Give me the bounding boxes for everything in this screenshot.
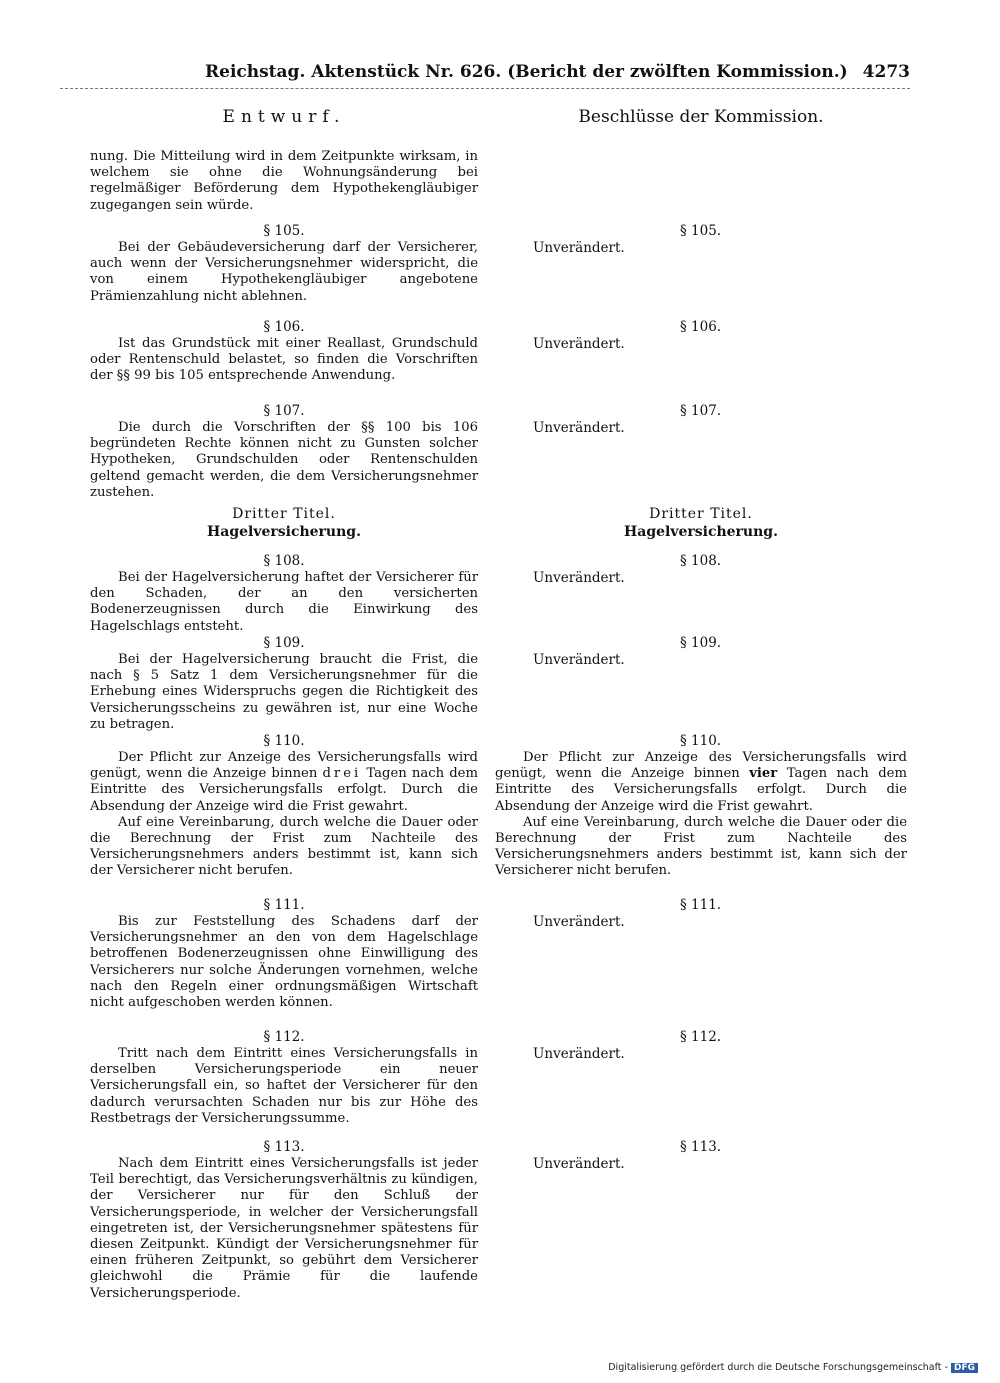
section-text: Bis zur Feststellung des Schadens darf der Versicherungsnehmer an den von dem Hagelschlage betroffenen Bodenerzeugnissen ohne Einwilligung des Versicherers nur solche Änderungen vornehmen, welche nach den Regeln einer ordnungsmäßigen Wirtschaft nicht aufgeschoben werden können. [90, 914, 478, 1011]
section-number: § 105. [263, 223, 305, 239]
section-text-2: Auf eine Vereinbarung, durch welche die Dauer oder die Berechnung der Frist zum Nachteile des Versicherungsnehmers anders bestimmt ist, kann sich der Versicherer nicht berufen. [90, 814, 478, 879]
commission-section-112 [495, 1029, 907, 1129]
section-number: § 105. [680, 223, 722, 239]
section-number: § 108. [680, 553, 722, 569]
emphasis-days: vier [749, 766, 778, 782]
section-text: Die durch die Vorschriften der §§ 100 bis 106 begründeten Rechte können nicht zu Gunsten solcher Hypotheken, Grundschulden oder Rentenschulden geltend gemacht werden, die dem Versicherungsnehmer zustehen. [90, 420, 478, 500]
draft-titel-block [90, 505, 478, 543]
section-number: § 111. [680, 897, 722, 913]
section-number: § 111. [263, 897, 305, 913]
unchanged-label: Unverändert. [533, 652, 625, 668]
commission-section-113 [495, 1139, 907, 1173]
commission-section-105 [495, 223, 907, 309]
emphasis-days: drei [322, 766, 362, 782]
draft-section-112 [90, 1029, 478, 1129]
titel-label: Dritter Titel. [649, 506, 753, 522]
commission-spacer [495, 149, 907, 213]
section-text: Der Pflicht zur Anzeige des Versicherungsfalls wird genügt, wenn die Anzeige binnen drei Tagen nach dem Eintritte des Versicherungsfalls erfolgt. Durch die Absendung der Anzeige wird die Frist gewahrt. [90, 750, 478, 814]
draft-section-108 [90, 553, 478, 634]
draft-section-106 [90, 319, 478, 393]
section-number: § 108. [263, 553, 305, 569]
section-text: Tritt nach dem Eintritt eines Versicherungsfalls in derselben Versicherungsperiode ein neuer Versicherungsfall ein, so haftet der Versicherer für den dadurch verursachten Schaden nur bis zur Höhe des Restbetrags der Versicherungssumme. [90, 1046, 478, 1126]
draft-heading: Entwurf. [222, 107, 346, 127]
section-number: § 106. [263, 319, 305, 335]
page-number: 4273 [862, 62, 910, 82]
draft-section-107 [90, 403, 478, 500]
draft-intro-text: nung. Die Mitteilung wird in dem Zeitpunkte wirksam, in welchem sie ohne die Wohnungsänderung bei regelmäßiger Beförderung dem Hypothekengläubiger zugegangen sein würde. [90, 149, 478, 213]
section-number: § 112. [263, 1029, 305, 1045]
draft-section-111 [90, 897, 478, 1019]
section-text: Bei der Hagelversicherung haftet der Versicherer für den Schaden, der an den versicherten Bodenerzeugnissen durch die Einwirkung des Hagelschlags entsteht. [90, 570, 478, 634]
section-text: Nach dem Eintritt eines Versicherungsfalls ist jeder Teil berechtigt, das Versicherungsverhältnis zu kündigen, der Versicherer nur für den Schluß der Versicherungsperiode, in welcher der Versicherungsfall eingetreten ist, der Versicherungsnehmer spätestens für diesen Zeitpunkt. Kündigt der Versicherungsnehmer für einen früheren Zeitpunkt, so gebührt dem Versicherer gleichwohl die Prämie für die laufende Versicherungsperiode. [90, 1156, 478, 1301]
titel-subject: Hagelversicherung. [207, 524, 361, 540]
draft-section-113 [90, 1139, 478, 1302]
section-number: § 106. [680, 319, 722, 335]
titel-subject: Hagelversicherung. [624, 524, 778, 540]
commission-titel-block [495, 505, 907, 543]
section-text: Bei der Gebäudeversicherung darf der Versicherer, auch wenn der Versicherungsnehmer widerspricht, die von einem Hypothekengläubiger angebotene Prämienzahlung nicht ablehnen. [90, 240, 478, 304]
unchanged-label: Unverändert. [533, 914, 625, 930]
unchanged-label: Unverändert. [533, 570, 625, 586]
header-title: Reichstag. Aktenstück Nr. 626. (Bericht der zwölften Kommission.) [205, 62, 848, 82]
digitization-footer [608, 1362, 978, 1373]
unchanged-label: Unverändert. [533, 1046, 625, 1062]
section-number: § 107. [263, 403, 305, 419]
section-number: § 110. [263, 733, 305, 749]
unchanged-label: Unverändert. [533, 240, 625, 256]
page-header [60, 60, 910, 89]
commission-section-106 [495, 319, 907, 393]
section-number: § 110. [680, 733, 722, 749]
section-text-2: Auf eine Vereinbarung, durch welche die Dauer oder die Berechnung der Frist zum Nachteile des Versicherungsnehmers anders bestimmt ist, kann sich der Versicherer nicht berufen. [495, 814, 907, 879]
draft-column [90, 105, 478, 1312]
unchanged-label: Unverändert. [533, 1156, 625, 1172]
draft-section-105 [90, 223, 478, 309]
commission-section-110 [495, 733, 907, 887]
section-number: § 112. [680, 1029, 722, 1045]
section-number: § 113. [263, 1139, 305, 1155]
commission-column [495, 105, 907, 1183]
section-text: Bei der Hagelversicherung braucht die Frist, die nach § 5 Satz 1 dem Versicherungsnehmer für die Erhebung eines Widerspruchs gegen die Richtigkeit des Versicherungsscheins zu gewähren ist, nur eine Woche zu betragen. [90, 652, 478, 732]
section-number: § 109. [263, 635, 305, 651]
section-number: § 113. [680, 1139, 722, 1155]
commission-section-108 [495, 553, 907, 625]
draft-section-109 [90, 635, 478, 732]
commission-section-109 [495, 635, 907, 723]
section-number: § 109. [680, 635, 722, 651]
dfg-logo: DFG [951, 1363, 978, 1373]
commission-section-107 [495, 403, 907, 495]
commission-section-111 [495, 897, 907, 1019]
footer-text: Digitalisierung gefördert durch die Deutsche Forschungsgemeinschaft - [608, 1362, 948, 1373]
unchanged-label: Unverändert. [533, 420, 625, 436]
section-text: Der Pflicht zur Anzeige des Versicherungsfalls wird genügt, wenn die Anzeige binnen vier Tagen nach dem Eintritte des Versicherungsfalls erfolgt. Durch die Absendung der Anzeige wird die Frist gewahrt. [495, 750, 907, 814]
unchanged-label: Unverändert. [533, 336, 625, 352]
commission-heading: Beschlüsse der Kommission. [578, 107, 824, 127]
draft-section-110 [90, 733, 478, 887]
section-number: § 107. [680, 403, 722, 419]
draft-intro-block [90, 149, 478, 213]
titel-label: Dritter Titel. [232, 506, 336, 522]
section-text: Ist das Grundstück mit einer Reallast, Grundschuld oder Rentenschuld belastet, so finden die Vorschriften der §§ 99 bis 105 entsprechende Anwendung. [90, 336, 478, 384]
